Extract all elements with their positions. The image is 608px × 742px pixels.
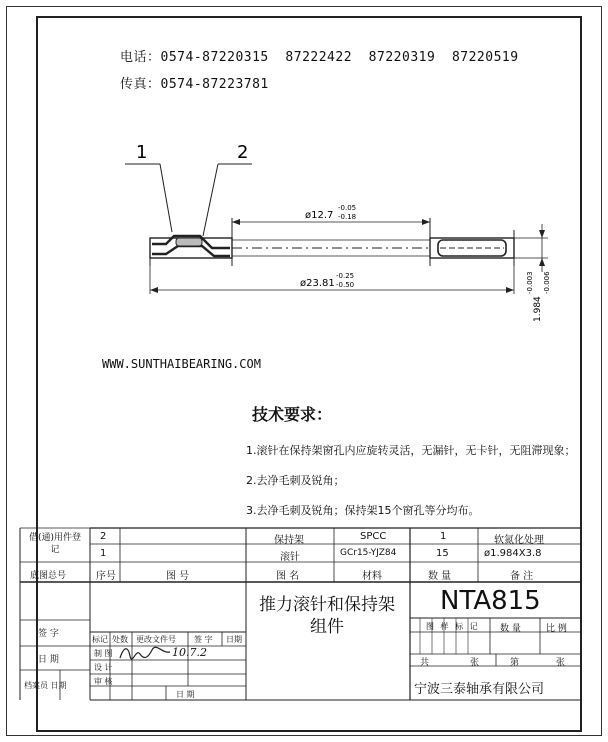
thickness-tol-lower: -0.006: [543, 271, 551, 294]
bom-row-2-note: 软氮化处理: [494, 535, 544, 546]
page-unit: 张: [556, 658, 566, 668]
bom-header-name: 图 名: [276, 571, 300, 582]
thickness-tol-upper: -0.003: [526, 271, 534, 294]
bom-header-drawing-no: 图 号: [166, 571, 190, 582]
rev-header-sign: 签 字: [194, 635, 213, 644]
bom-row-1-no: 1: [100, 548, 107, 559]
total-label: 共: [420, 658, 430, 668]
website-url[interactable]: WWW.SUNTHAIBEARING.COM: [102, 357, 261, 371]
bore-tol-lower: -0.18: [338, 213, 357, 221]
designer-label: 设 计: [94, 663, 113, 672]
outer-tol-upper: -0.25: [336, 272, 355, 280]
handwritten-date: 10.7.2: [172, 646, 207, 659]
side-date-label: 日 期: [38, 655, 59, 665]
bom-row-1-qty: 15: [436, 548, 449, 559]
bom-row-2-material: SPCC: [360, 531, 387, 542]
callout-1-text: 1: [136, 142, 148, 163]
bom-header-note: 备 注: [510, 571, 534, 582]
outer-tol-lower: -0.50: [336, 281, 355, 289]
rev-header-count: 处数: [112, 635, 128, 644]
bom-row-2-name: 保持架: [274, 535, 304, 546]
side-ref-label: 借(通)用件登记: [28, 533, 82, 555]
drafter-label: 制 图: [94, 649, 113, 658]
page-label: 第: [510, 658, 520, 668]
requirement-item-3: 3.去净毛刺及锐角；保持架15个窗孔等分均布。: [246, 504, 480, 517]
bom-header-qty: 数 量: [428, 571, 452, 582]
bom-header-material: 材料: [362, 571, 382, 582]
date-label: 日 期: [176, 690, 195, 699]
checker-label: 审 核: [94, 677, 113, 686]
side-sign-label: 签 字: [38, 629, 59, 639]
requirements-title: 技术要求：: [252, 405, 333, 424]
bom-header-no: 序号: [96, 571, 116, 582]
bom-row-2-qty: 1: [440, 531, 447, 542]
bom-row-1-note: ø1.984X3.8: [484, 548, 542, 559]
side-archive-label: 底图总号: [30, 571, 67, 581]
bom-row-2-no: 2: [100, 531, 107, 542]
bore-dim-text: ø12.7: [305, 210, 334, 221]
part-number: NTA815: [440, 586, 541, 616]
side-file-label: 档案员 日期: [24, 681, 67, 690]
scale-label: 比 例: [546, 624, 567, 634]
rev-header-date: 日期: [226, 635, 242, 644]
stage-label: 图 样 标 记: [426, 622, 480, 631]
requirement-item-2: 2.去净毛刺及锐角；: [246, 474, 345, 487]
requirement-item-1: 1.滚针在保持架窗孔内应旋转灵活，无漏针，无卡针，无阻滞现象；: [246, 444, 576, 457]
bom-row-1-material: GCr15-YJZ84: [340, 548, 397, 558]
phone-numbers: 0574-87220315 87222422 87220319 87220519: [160, 50, 519, 65]
bore-tol-upper: -0.05: [338, 204, 357, 212]
thickness-dim-text: 1.984: [533, 296, 543, 322]
rev-header-mark: 标记: [92, 635, 108, 644]
fax-label: 传真：: [120, 77, 161, 92]
product-name: 推力滚针和保持架组件: [259, 595, 395, 637]
bom-row-1-name: 滚针: [280, 552, 300, 563]
fax-number: 0574-87223781: [160, 77, 269, 92]
qty-label: 数 量: [500, 624, 521, 634]
callout-2-text: 2: [237, 142, 249, 163]
drafter-signature: [118, 644, 174, 662]
outer-dim-text: ø23.81: [300, 278, 335, 289]
phone-label: 电话：: [120, 50, 161, 65]
company-name: 宁波三泰轴承有限公司: [414, 682, 545, 697]
rev-header-file: 更改文件号: [136, 635, 176, 644]
total-unit: 张: [470, 658, 480, 668]
